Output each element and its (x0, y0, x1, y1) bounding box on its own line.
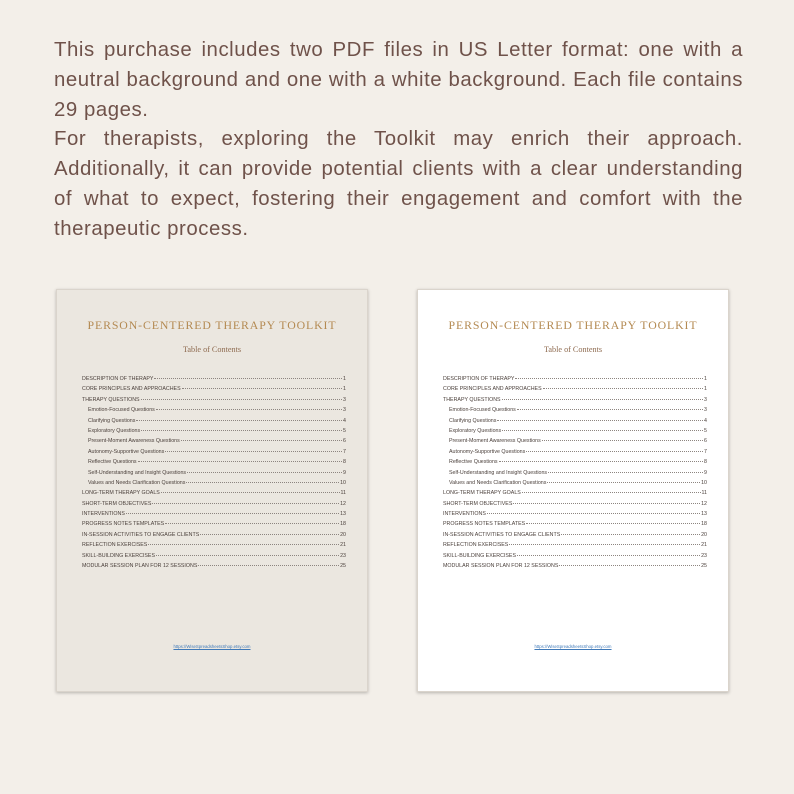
toc-entry (443, 542, 707, 552)
toc-dot-leader (126, 513, 339, 514)
toc-entry (82, 386, 346, 396)
toc-entry-page: 23 (340, 552, 346, 559)
toc-dot-leader (515, 378, 703, 379)
toc-entry-title: REFLECTION EXERCISES (443, 542, 509, 549)
toc-dot-leader (156, 555, 339, 556)
toc-dot-leader (547, 482, 700, 483)
toc-entry (443, 511, 707, 521)
toc-dot-leader (499, 461, 703, 462)
toc-entry-title: SHORT-TERM OBJECTIVES (82, 500, 152, 507)
shop-link[interactable]: https://WiseSpreadsheetsShop.etsy.com (173, 644, 251, 649)
toc-entry-page: 3 (704, 407, 707, 414)
toc-entry-page: 8 (704, 459, 707, 466)
toc-entry-page: 9 (343, 469, 346, 476)
toc-entry-page: 5 (704, 427, 707, 434)
toc-entry-title: THERAPY QUESTIONS (443, 396, 501, 403)
toc-entry (443, 438, 707, 448)
toc-entry-page: 21 (340, 542, 346, 549)
page-preview-white (417, 289, 729, 692)
toc-entry-title: Autonomy-Supportive Questions (88, 448, 165, 455)
toc-entry (82, 397, 346, 407)
toc-dot-leader (548, 472, 703, 473)
toc-entry-title: Exploratory Questions (88, 427, 141, 434)
toc-dot-leader (136, 420, 342, 421)
toc-entry-page: 18 (701, 521, 707, 528)
toc-entry-page: 11 (701, 490, 707, 497)
toc-entry-title: INTERVENTIONS (443, 511, 486, 518)
toc-entry-page: 1 (343, 386, 346, 393)
toc-dot-leader (509, 544, 700, 545)
toc-entry-page: 23 (701, 552, 707, 559)
toc-entry-title: Self-Understanding and Insight Questions (88, 469, 187, 476)
toc-dot-leader (152, 503, 339, 504)
toc-entry-page: 21 (701, 542, 707, 549)
toc-entry-title: IN-SESSION ACTIVITIES TO ENGAGE CLIENTS (443, 531, 561, 538)
toc-entry-page: 12 (340, 500, 346, 507)
toc-entry-title: Values and Needs Clarification Questions (88, 479, 186, 486)
toc-dot-leader (154, 378, 342, 379)
toc-entry (443, 418, 707, 428)
toc-entry-page: 8 (343, 459, 346, 466)
toc-entry-page: 6 (704, 438, 707, 445)
shop-link[interactable]: https://WiseSpreadsheetsShop.etsy.com (534, 644, 612, 649)
toc-entry-page: 1 (343, 376, 346, 382)
toc-entry-title: Values and Needs Clarification Questions (449, 479, 547, 486)
toc-entry-page: 13 (701, 511, 707, 518)
toc-entry-title: Clarifying Questions (449, 417, 497, 424)
toc-entry-title: LONG-TERM THERAPY GOALS (443, 490, 521, 497)
toc-entry-title: SKILL-BUILDING EXERCISES (443, 552, 517, 559)
toc-entry-page: 10 (701, 479, 707, 486)
toc-heading: Table of Contents (182, 345, 242, 354)
toc-entry (443, 532, 707, 542)
toc-dot-leader (502, 430, 703, 431)
toc-entry-title: Present-Moment Awareness Questions (88, 438, 180, 445)
toc-entry (82, 459, 346, 469)
toc-entry (82, 407, 346, 417)
toc-entry (82, 480, 346, 490)
toc-entry (443, 449, 707, 459)
toc-dot-leader (161, 492, 340, 493)
toc-entry-page: 3 (704, 396, 707, 403)
toc-entry-title: Autonomy-Supportive Questions (449, 448, 526, 455)
toc-entry-page: 4 (343, 417, 346, 424)
toc-entry-title: Self-Understanding and Insight Questions (449, 469, 548, 476)
toc-entry-title: MODULAR SESSION PLAN FOR 12 SESSIONS (82, 563, 198, 570)
toc-entry (82, 553, 346, 563)
toc-entry-title: MODULAR SESSION PLAN FOR 12 SESSIONS (443, 563, 559, 570)
table-of-contents (443, 376, 707, 573)
toc-dot-leader (165, 523, 339, 524)
toc-entry (82, 376, 346, 386)
toc-entry-page: 3 (343, 407, 346, 414)
toc-entry (443, 428, 707, 438)
toc-entry-title: PROGRESS NOTES TEMPLATES (443, 521, 526, 528)
table-of-contents (82, 376, 346, 573)
intro-paragraph-2: For therapists, exploring the Toolkit may enrich their approach. Additionally, it can provide potential clients with a clear understanding of what to expect, fostering their engagement and comfort with the therapeutic process. (54, 128, 743, 240)
toc-entry (82, 521, 346, 531)
toc-dot-leader (497, 420, 703, 421)
toc-entry-title: THERAPY QUESTIONS (82, 396, 140, 403)
toc-entry-title: CORE PRINCIPLES AND APPROACHES (82, 386, 181, 393)
toc-entry (443, 521, 707, 531)
toc-entry-page: 18 (340, 521, 346, 528)
page-preview-neutral (56, 289, 368, 692)
toc-entry-title: DESCRIPTION OF THERAPY (443, 376, 515, 382)
toc-entry-page: 6 (343, 438, 346, 445)
toc-entry (82, 511, 346, 521)
toc-entry-page: 12 (701, 500, 707, 507)
toc-dot-leader (148, 544, 339, 545)
toc-entry (443, 407, 707, 417)
toc-entry-title: Clarifying Questions (88, 417, 136, 424)
toc-dot-leader (182, 388, 342, 389)
toc-dot-leader (522, 492, 701, 493)
toc-entry-page: 25 (701, 563, 707, 570)
toc-entry-page: 11 (340, 490, 346, 497)
toc-entry (82, 449, 346, 459)
toc-entry-title: Reflective Questions (88, 459, 137, 466)
toc-heading: Table of Contents (543, 345, 603, 354)
toc-entry-title: PROGRESS NOTES TEMPLATES (82, 521, 165, 528)
toc-entry-page: 10 (340, 479, 346, 486)
toc-dot-leader (559, 565, 700, 566)
toc-entry (443, 563, 707, 573)
toc-dot-leader (198, 565, 339, 566)
toc-dot-leader (138, 461, 342, 462)
toc-dot-leader (165, 451, 342, 452)
toc-entry-title: Emotion-Focused Questions (88, 407, 155, 414)
toc-entry-title: IN-SESSION ACTIVITIES TO ENGAGE CLIENTS (82, 531, 200, 538)
toc-dot-leader (561, 534, 700, 535)
toc-dot-leader (487, 513, 700, 514)
toc-entry-title: CORE PRINCIPLES AND APPROACHES (443, 386, 542, 393)
toc-entry-page: 20 (701, 531, 707, 538)
toc-entry-page: 20 (340, 531, 346, 538)
toc-entry (82, 428, 346, 438)
toc-entry (443, 459, 707, 469)
toc-entry (82, 490, 346, 500)
toc-entry (82, 563, 346, 573)
toc-entry (443, 376, 707, 386)
toc-dot-leader (502, 399, 703, 400)
toc-entry-page: 7 (704, 448, 707, 455)
toc-entry (82, 542, 346, 552)
toc-dot-leader (186, 482, 339, 483)
toc-entry-title: Reflective Questions (449, 459, 498, 466)
toc-entry (82, 532, 346, 542)
toc-entry (82, 418, 346, 428)
toc-entry (82, 501, 346, 511)
toc-entry-title: Exploratory Questions (449, 427, 502, 434)
toc-entry-title: REFLECTION EXERCISES (82, 542, 148, 549)
toc-entry-title: LONG-TERM THERAPY GOALS (82, 490, 160, 497)
toc-entry-page: 5 (343, 427, 346, 434)
toc-dot-leader (141, 399, 342, 400)
toc-entry-title: SHORT-TERM OBJECTIVES (443, 500, 513, 507)
toc-entry-page: 13 (340, 511, 346, 518)
toc-entry (443, 490, 707, 500)
toc-dot-leader (526, 523, 700, 524)
toc-entry (443, 397, 707, 407)
toc-entry (82, 438, 346, 448)
toc-dot-leader (513, 503, 700, 504)
toc-entry (443, 501, 707, 511)
toc-entry (443, 386, 707, 396)
toc-entry-page: 4 (704, 417, 707, 424)
toc-dot-leader (543, 388, 703, 389)
toc-dot-leader (181, 440, 342, 441)
toc-entry-page: 1 (704, 386, 707, 393)
toc-entry (443, 470, 707, 480)
toc-dot-leader (200, 534, 339, 535)
toc-entry (443, 553, 707, 563)
document-title: PERSON-CENTERED THERAPY TOOLKIT (448, 318, 698, 332)
toc-entry-title: SKILL-BUILDING EXERCISES (82, 552, 156, 559)
toc-dot-leader (187, 472, 342, 473)
toc-dot-leader (526, 451, 703, 452)
toc-entry-page: 25 (340, 563, 346, 570)
toc-dot-leader (542, 440, 703, 441)
toc-entry (443, 480, 707, 490)
toc-entry (82, 470, 346, 480)
toc-entry-page: 9 (704, 469, 707, 476)
document-title: PERSON-CENTERED THERAPY TOOLKIT (87, 318, 337, 332)
intro-paragraph-1: This purchase includes two PDF files in US Letter format: one with a neutral background and one with a white background. Each file contains 29 pages. (54, 39, 743, 121)
toc-dot-leader (141, 430, 342, 431)
toc-entry-title: INTERVENTIONS (82, 511, 125, 518)
toc-dot-leader (517, 555, 700, 556)
toc-dot-leader (156, 409, 342, 410)
toc-entry-title: DESCRIPTION OF THERAPY (82, 376, 154, 382)
toc-entry-page: 7 (343, 448, 346, 455)
toc-entry-page: 3 (343, 396, 346, 403)
intro-text (54, 36, 743, 245)
toc-dot-leader (517, 409, 703, 410)
toc-entry-page: 1 (704, 376, 707, 382)
toc-entry-title: Emotion-Focused Questions (449, 407, 516, 414)
toc-entry-title: Present-Moment Awareness Questions (449, 438, 541, 445)
